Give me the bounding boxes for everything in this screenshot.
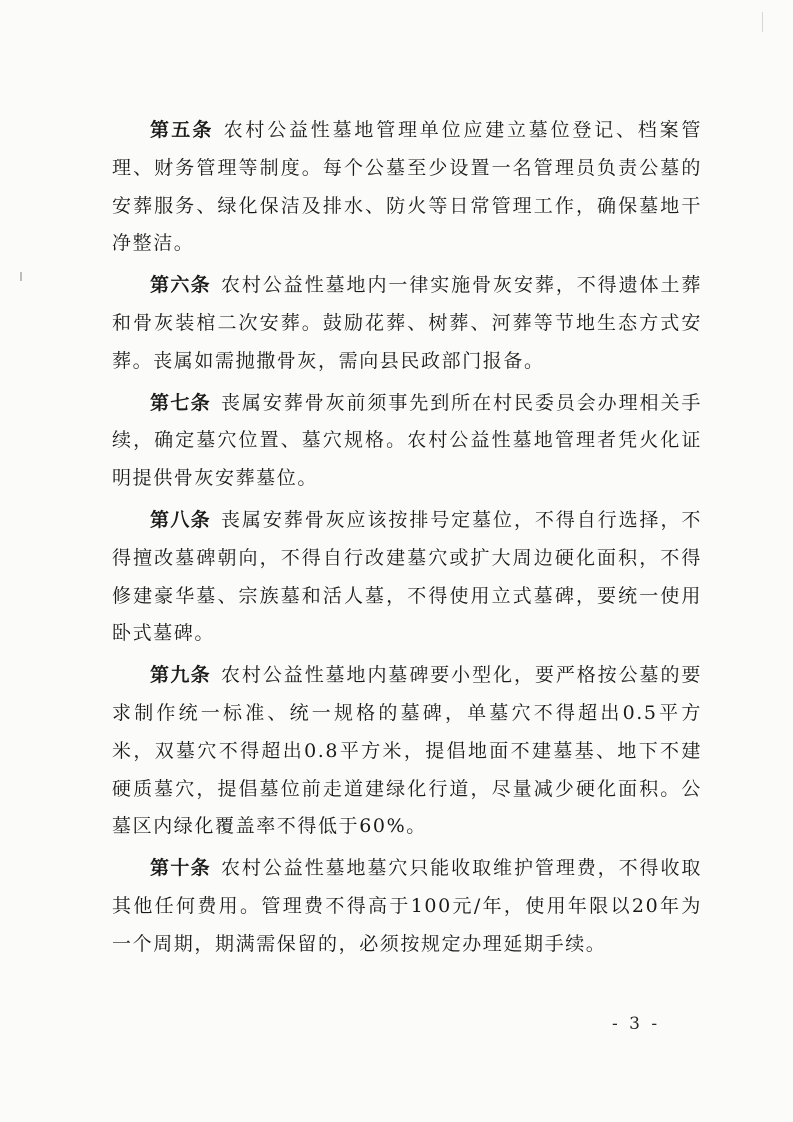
article-5 <box>112 112 702 263</box>
article-7 <box>112 385 702 498</box>
article-text: 农村公益性墓地管理单位应建立墓位登记、档案管理、财务管理等制度。每个公墓至少设置一名管理员负责公墓的安葬服务、绿化保洁及排水、防火等日常管理工作，确保墓地干净整洁。 <box>112 119 702 255</box>
article-text: 丧属安葬骨灰前须事先到所在村民委员会办理相关手续，确定墓穴位置、墓穴规格。农村公益性墓地管理者凭火化证明提供骨灰安葬墓位。 <box>112 391 702 490</box>
article-heading: 第七条 <box>150 391 211 414</box>
article-9 <box>112 657 702 846</box>
article-text: 农村公益性墓地墓穴只能收取维护管理费，不得收取其他任何费用。管理费不得高于100元/年，使用年限以20年为一个周期，期满需保留的，必须按规定办理延期手续。 <box>112 857 702 955</box>
article-heading: 第九条 <box>150 664 211 687</box>
article-heading: 第十条 <box>150 857 211 880</box>
article-text: 农村公益性墓地内墓碑要小型化，要严格按公墓的要求制作统一标准、统一规格的墓碑，单墓穴不得超出0.5平方米，双墓穴不得超出0.8平方米，提倡地面不建墓基、地下不建硬质墓穴，提倡墓位前走道建绿化行道，尽量减少硬化面积。公墓区内绿化覆盖率不得低于60%。 <box>112 664 702 838</box>
scan-artifact <box>762 12 763 32</box>
article-text: 丧属安葬骨灰应该按排号定墓位，不得自行选择，不得擅改墓碑朝向，不得自行改建墓穴或扩大周边硬化面积，不得修建豪华墓、宗族墓和活人墓，不得使用立式墓碑，要统一使用卧式墓碑。 <box>112 508 702 645</box>
page-number: - 3 - <box>612 1014 661 1034</box>
article-heading: 第六条 <box>150 274 211 297</box>
article-text: 农村公益性墓地内一律实施骨灰安葬，不得遗体土葬和骨灰装棺二次安葬。鼓励花葬、树葬、河葬等节地生态方式安葬。丧属如需抛撒骨灰，需向县民政部门报备。 <box>112 274 702 372</box>
article-heading: 第八条 <box>150 508 211 531</box>
article-6 <box>112 267 702 380</box>
article-8 <box>112 502 702 653</box>
article-list <box>112 112 702 968</box>
article-10 <box>112 850 702 963</box>
scan-artifact <box>20 272 22 281</box>
article-heading: 第五条 <box>150 119 214 141</box>
